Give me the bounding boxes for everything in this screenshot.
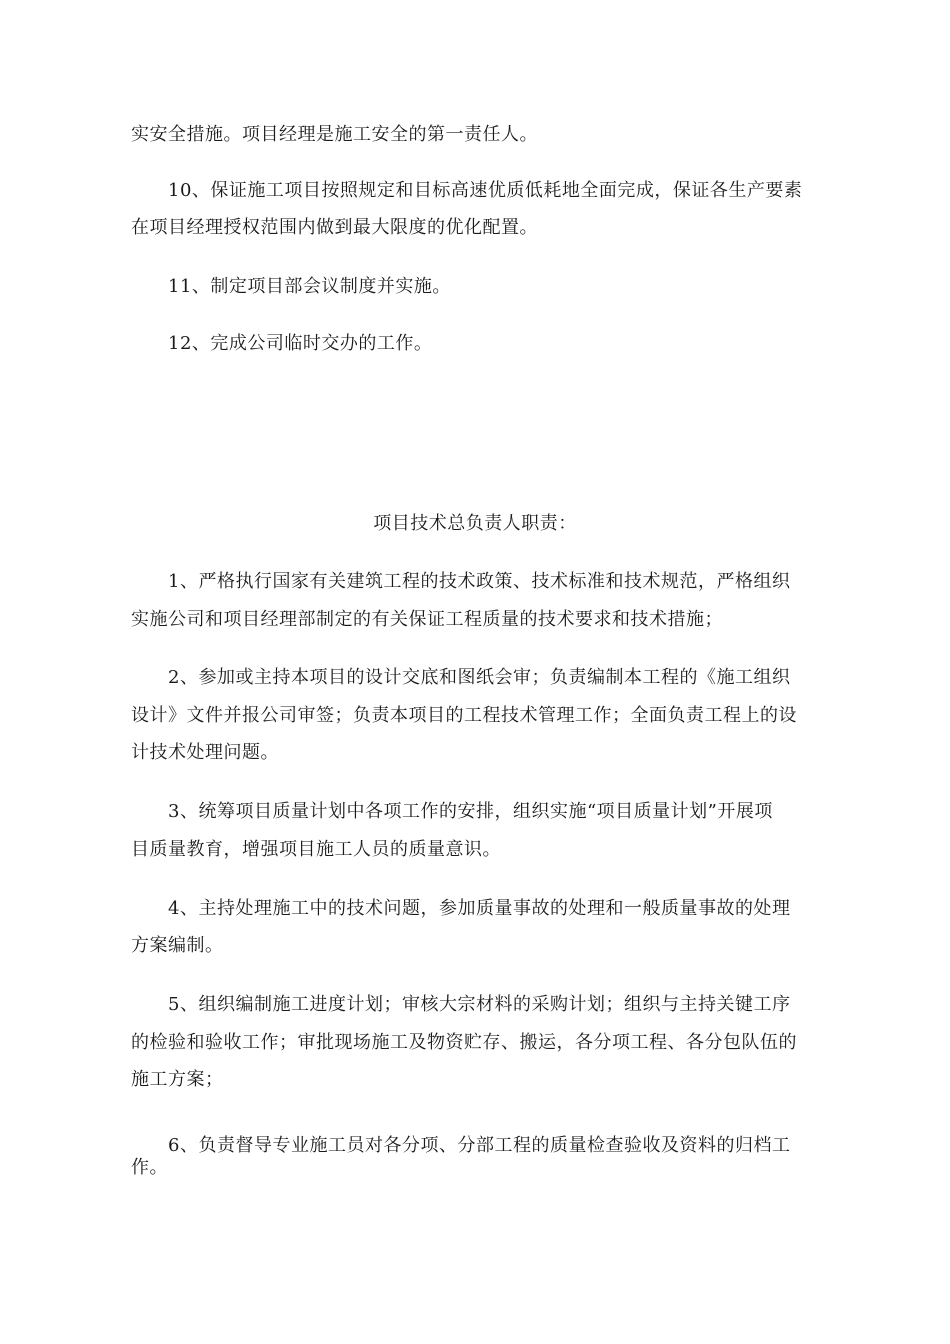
paragraph-line: 作。 [131,1157,168,1178]
paragraph-line: 设计》文件并报公司审签；负责本项目的工程技术管理工作；全面负责工程上的设 [131,705,797,726]
paragraph-line: 在项目经理授权范围内做到最大限度的优化配置。 [131,217,538,238]
paragraph-line: 计技术处理问题。 [131,742,279,763]
continuation-text: 实安全措施。项目经理是施工安全的第一责任人。 [131,124,538,145]
paragraph-line: 11、制定项目部会议制度并实施。 [168,276,451,297]
paragraph-line: 3、统筹项目质量计划中各项工作的安排，组织实施“项目质量计划”开展项 [168,801,773,822]
section-title: 项目技术总负责人职责： [373,513,577,534]
paragraph-line: 实施公司和项目经理部制定的有关保证工程质量的技术要求和技术措施； [131,609,723,630]
paragraph-line: 1、严格执行国家有关建筑工程的技术政策、技术标准和技术规范，严格组织 [168,571,791,592]
paragraph-line: 施工方案； [131,1069,224,1090]
paragraph-line: 6、负责督导专业施工员对各分项、分部工程的质量检查验收及资料的归档工 [168,1135,791,1156]
paragraph-line: 4、主持处理施工中的技术问题，参加质量事故的处理和一般质量事故的处理 [168,898,791,919]
paragraph-line: 10、保证施工项目按照规定和目标高速优质低耗地全面完成，保证各生产要素 [168,180,803,201]
paragraph-line: 12、完成公司临时交办的工作。 [168,333,433,354]
paragraph-line: 5、组织编制施工进度计划；审核大宗材料的采购计划；组织与主持关键工序 [168,994,791,1015]
paragraph-line: 2、参加或主持本项目的设计交底和图纸会审；负责编制本工程的《施工组织 [168,667,791,688]
paragraph-line: 的检验和验收工作；审批现场施工及物资贮存、搬运，各分项工程、各分包队伍的 [131,1032,797,1053]
paragraph-line: 目质量教育，增强项目施工人员的质量意识。 [131,839,501,860]
paragraph-line: 方案编制。 [131,935,224,956]
